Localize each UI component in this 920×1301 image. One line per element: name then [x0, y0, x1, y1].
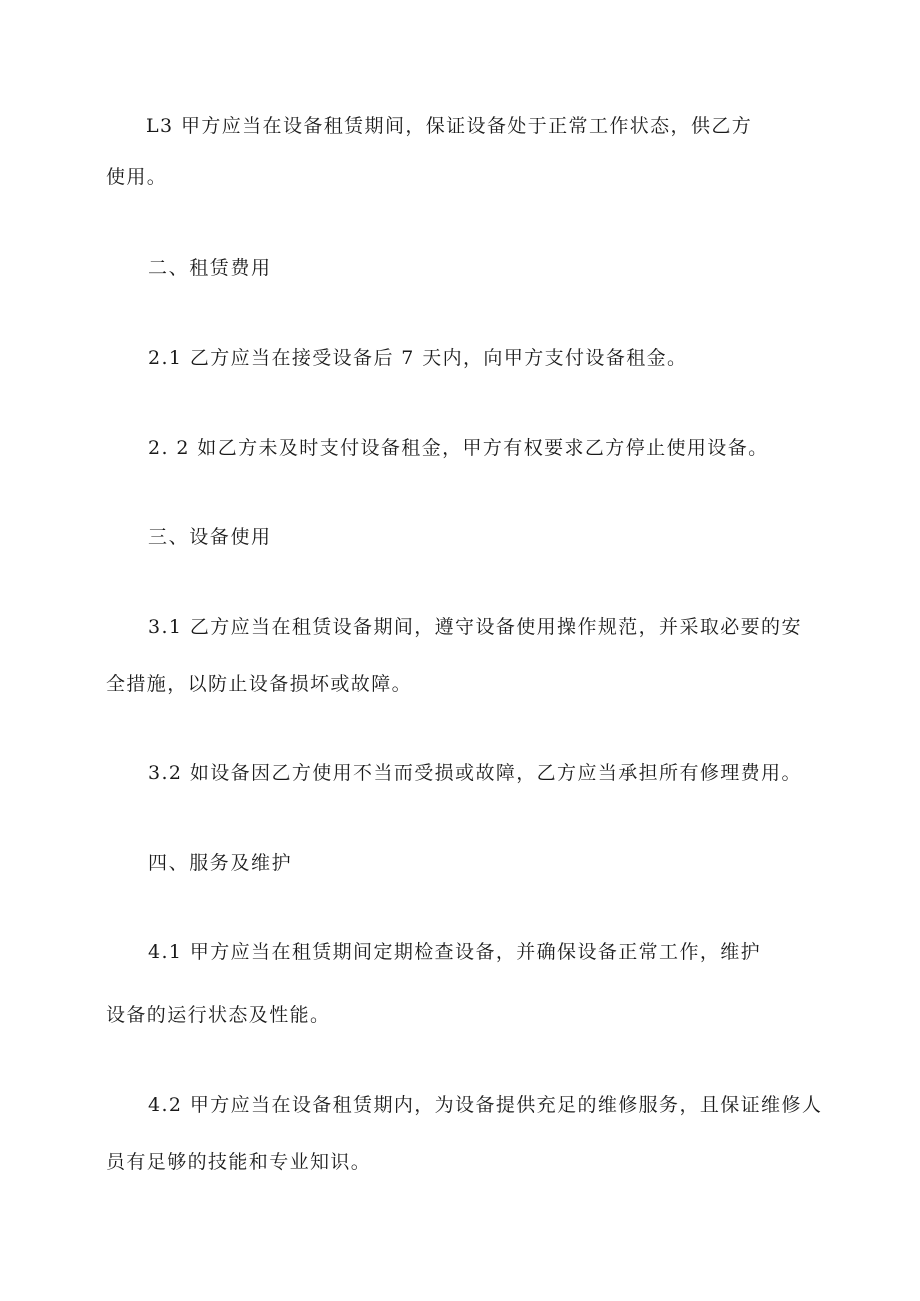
- clause-4-1-line-1: 4.1 甲方应当在租赁期间定期检查设备，并确保设备正常工作，维护: [148, 941, 762, 963]
- clause-2-2: 2. 2 如乙方未及时支付设备租金，甲方有权要求乙方停止使用设备。: [148, 437, 769, 459]
- clause-4-2-line-2: 员有足够的技能和专业知识。: [106, 1151, 372, 1173]
- clause-4-2-line-1: 4.2 甲方应当在设备租赁期内，为设备提供充足的维修服务，且保证维修人: [148, 1094, 823, 1116]
- section-3-heading: 三、设备使用: [148, 526, 272, 548]
- section-2-heading: 二、租赁费用: [148, 257, 272, 279]
- clause-3-1-line-2: 全措施，以防止设备损坏或故障。: [106, 673, 413, 695]
- clause-4-1-line-2: 设备的运行状态及性能。: [106, 1004, 331, 1026]
- section-4-heading: 四、服务及维护: [148, 852, 293, 874]
- clause-1-3-line-2: 使用。: [106, 166, 168, 188]
- clause-3-2: 3.2 如设备因乙方使用不当而受损或故障，乙方应当承担所有修理费用。: [148, 762, 802, 784]
- clause-2-1: 2.1 乙方应当在接受设备后 7 天内，向甲方支付设备租金。: [148, 347, 688, 369]
- clause-3-1-line-1: 3.1 乙方应当在租赁设备期间，遵守设备使用操作规范，并采取必要的安: [148, 616, 802, 638]
- clause-1-3-line-1: L3 甲方应当在设备租赁期间，保证设备处于正常工作状态，供乙方: [146, 115, 753, 137]
